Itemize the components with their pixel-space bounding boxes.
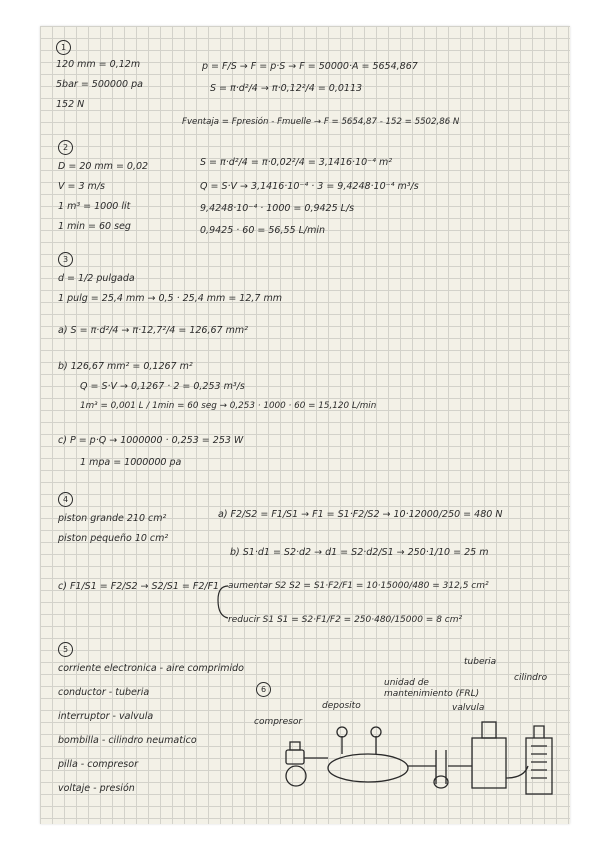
compressor-body-icon — [286, 750, 304, 764]
s4-line-2: piston pequeño 10 cm² — [58, 533, 169, 544]
s2-eq-4: 0,9425 · 60 = 56,55 L/min — [200, 225, 326, 236]
s5-line-5: pilla - compresor — [58, 759, 138, 770]
s2-eq-2: Q = S·V → 3,1416·10⁻⁴ · 3 = 9,4248·10⁻⁴ m³/s — [200, 181, 419, 192]
gauge-icon-2 — [371, 727, 381, 737]
s1-given-1: 120 mm = 0,12m — [56, 59, 141, 70]
s4-line-6: aumentar S2 S2 = S1·F2/F1 = 10·15000/480 = 312,5 cm² — [228, 581, 489, 591]
s3-line-7: c) P = p·Q → 1000000 · 0,253 = 253 W — [58, 435, 244, 446]
s4-line-1: piston grande 210 cm² — [58, 513, 167, 524]
s5-line-1: corriente electronica - aire comprimido — [58, 663, 244, 674]
s6-label-deposito: deposito — [322, 701, 361, 711]
s4-branch-bracket — [216, 582, 236, 622]
section-3-number: 3 — [58, 252, 73, 267]
s5-line-6: voltaje - presión — [58, 783, 135, 794]
s5-line-2: conductor - tuberia — [58, 687, 150, 698]
s1-eq-3: Fventaja = Fpresión - Fmuelle → F = 5654,87 - 152 = 5502,86 N — [182, 117, 460, 127]
section-4-number: 4 — [58, 492, 73, 507]
s2-eq-3: 9,4248·10⁻⁴ · 1000 = 0,9425 L/s — [200, 203, 355, 214]
s3-line-8: 1 mpa = 1000000 pa — [80, 457, 182, 468]
s2-eq-1: S = π·d²/4 = π·0,02²/4 = 3,1416·10⁻⁴ m² — [200, 157, 393, 168]
s2-given-3: 1 m³ = 1000 lit — [58, 201, 131, 212]
s2-given-4: 1 min = 60 seg — [58, 221, 131, 232]
section-6-number: 6 — [256, 682, 271, 697]
s6-label-tuberia: tuberia — [464, 657, 497, 667]
frl-unit-icon — [436, 750, 446, 784]
section-5-number: 5 — [58, 642, 73, 657]
section-1-number: 1 — [56, 40, 71, 55]
s6-label-cilindro: cilindro — [514, 673, 548, 683]
s1-eq-2: S = π·d²/4 → π·0,12²/4 = 0,0113 — [210, 83, 363, 94]
valve-icon — [472, 738, 506, 788]
s3-line-1: d = 1/2 pulgada — [58, 273, 135, 284]
s4-line-5: c) F1/S1 = F2/S2 → S2/S1 = F2/F1 — [58, 581, 220, 592]
s1-given-3: 152 N — [56, 99, 85, 110]
s4-line-4: b) S1·d1 = S2·d2 → d1 = S2·d2/S1 → 250·1/10 = 25 m — [230, 547, 489, 558]
s2-given-2: V = 3 m/s — [58, 181, 105, 192]
pneumatic-circuit-diagram — [276, 718, 556, 798]
s6-label-compresor: compresor — [254, 717, 303, 727]
s3-line-4: b) 126,67 mm² = 0,1267 m² — [58, 361, 193, 372]
notebook-page — [40, 26, 570, 824]
gauge-icon — [337, 727, 347, 737]
s6-label-frl: unidad de mantenimiento (FRL) — [384, 678, 480, 699]
s3-line-2: 1 pulg = 25,4 mm → 0,5 · 25,4 mm = 12,7 mm — [58, 293, 282, 304]
s6-label-valvula: valvula — [452, 703, 485, 713]
compressor-motor-icon — [286, 766, 306, 786]
s3-line-3: a) S = π·d²/4 → π·12,7²/4 = 126,67 mm² — [58, 325, 248, 336]
s3-line-5: Q = S·V → 0,1267 · 2 = 0,253 m³/s — [80, 381, 245, 392]
s5-line-4: bombilla - cilindro neumatico — [58, 735, 197, 746]
s1-eq-1: p = F/S → F = p·S → F = 50000·A = 5654,867 — [202, 61, 418, 72]
s1-given-2: 5bar = 500000 pa — [56, 79, 143, 90]
section-2-number: 2 — [58, 140, 73, 155]
s5-line-3: interruptor - valvula — [58, 711, 154, 722]
s2-given-1: D = 20 mm = 0,02 — [58, 161, 149, 172]
s4-line-7: reducir S1 S1 = S2·F1/F2 = 250·480/15000 = 8 cm² — [228, 615, 463, 625]
s3-line-6: 1m³ = 0,001 L / 1min = 60 seg → 0,253 · 1000 · 60 = 15,120 L/min — [80, 401, 377, 411]
s4-line-3: a) F2/S2 = F1/S1 → F1 = S1·F2/S2 → 10·12000/250 = 480 N — [218, 509, 503, 520]
tank-icon — [328, 754, 408, 782]
